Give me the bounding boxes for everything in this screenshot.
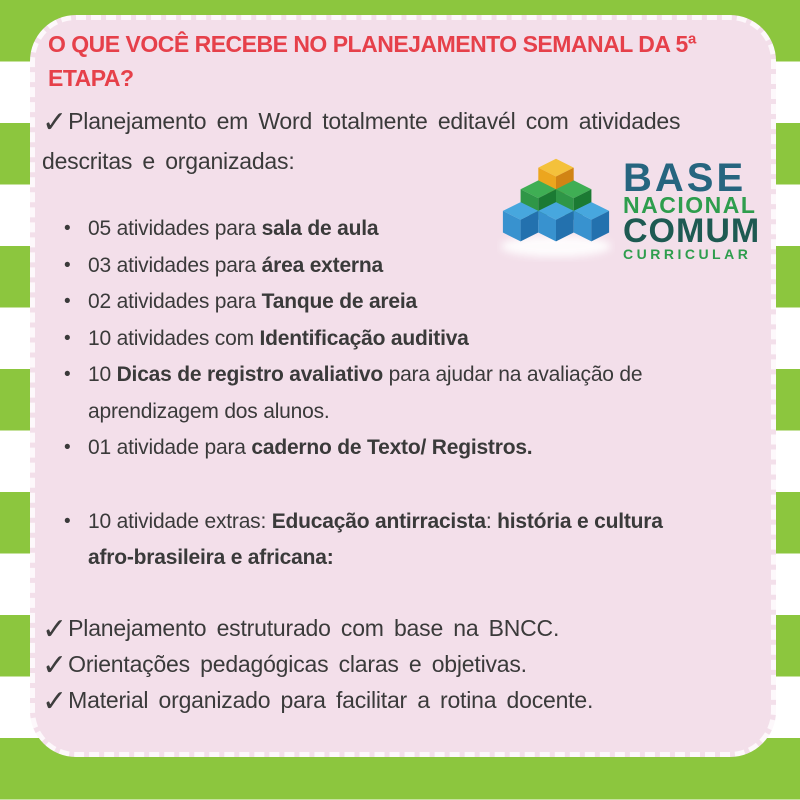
bullet-line bbox=[88, 540, 663, 577]
footer-check-text: Orientações pedagógicas claras e objetivas. bbox=[68, 651, 527, 677]
page-title-line-1: O QUE VOCÊ RECEBE NO PLANEJAMENTO SEMANAL DA 5ª bbox=[48, 31, 696, 57]
bullet-text: 01 atividade para bbox=[88, 436, 252, 459]
bncc-logo-comum: COMUM bbox=[623, 212, 761, 250]
bullet-line bbox=[64, 357, 663, 394]
bullet-text-bold: Educação antirracista bbox=[271, 509, 486, 533]
footer-check-text: Planejamento estruturado com base na BNCC. bbox=[68, 615, 560, 641]
bullet-dot-icon: • bbox=[64, 327, 71, 349]
bullet-text-bold: história e cultura bbox=[497, 509, 663, 533]
check-icon: ✓ bbox=[42, 613, 68, 646]
bullet-text: 05 atividades para bbox=[88, 217, 262, 240]
bullet-line bbox=[64, 211, 663, 248]
bullet-line bbox=[64, 321, 663, 358]
bullet-text-bold: sala de aula bbox=[261, 217, 379, 240]
intro-line-1-text: Planejamento em Word totalmente editavél com atividades bbox=[68, 108, 681, 134]
activities-bullet-list bbox=[64, 211, 663, 577]
check-icon: ✓ bbox=[42, 106, 68, 139]
bncc-logo-curricular: CURRICULAR bbox=[623, 246, 752, 262]
bullet-text-bold: caderno de Texto/ Registros. bbox=[251, 436, 533, 459]
footer-check-item bbox=[42, 683, 593, 719]
bullet-line bbox=[88, 394, 663, 431]
bullet-line bbox=[64, 284, 663, 321]
bullet-text: 10 atividade extras: bbox=[88, 509, 272, 533]
bullet-dot-icon: • bbox=[64, 291, 71, 312]
bullet-text-bold: Identificação auditiva bbox=[259, 326, 469, 350]
footer-check-text: Material organizado para facilitar a rotina docente. bbox=[68, 687, 594, 713]
bullet-line bbox=[64, 504, 663, 541]
bullet-text-bold: afro-brasileira e africana: bbox=[88, 546, 334, 569]
check-icon: ✓ bbox=[42, 685, 68, 718]
footer-check-item bbox=[42, 647, 593, 683]
intro-line-1 bbox=[42, 102, 680, 142]
bullet-text: : bbox=[485, 509, 498, 533]
footer-check-list bbox=[42, 611, 593, 719]
bullet-text: 03 atividades para bbox=[88, 253, 262, 277]
flyer-card bbox=[30, 15, 776, 757]
bullet-line bbox=[64, 248, 663, 285]
bullet-text: para ajudar na avaliação de bbox=[382, 363, 643, 386]
bullet-text: 02 atividades para bbox=[88, 290, 262, 313]
bullet-dot-icon: • bbox=[64, 437, 71, 458]
page-title-line-2: ETAPA? bbox=[48, 65, 134, 91]
bullet-text-bold: Tanque de areia bbox=[261, 290, 417, 313]
check-icon: ✓ bbox=[42, 649, 68, 682]
bullet-dot-icon: • bbox=[64, 364, 71, 385]
bncc-logo-nacional: NACIONAL bbox=[623, 192, 757, 218]
bullet-text: 10 bbox=[88, 363, 117, 386]
bullet-dot-icon: • bbox=[64, 254, 71, 276]
intro-line-2: descritas e organizadas: bbox=[42, 148, 295, 174]
bullet-text: aprendizagem dos alunos. bbox=[88, 399, 330, 423]
bullet-line bbox=[64, 430, 663, 467]
bullet-text-bold: Dicas de registro avaliativo bbox=[116, 363, 383, 386]
bncc-logo-base: BASE bbox=[623, 156, 747, 200]
bullet-dot-icon: • bbox=[64, 510, 71, 532]
footer-check-item bbox=[42, 611, 593, 647]
bullet-text: 10 atividades com bbox=[88, 326, 260, 350]
bullet-dot-icon: • bbox=[64, 218, 71, 239]
bullet-text-bold: área externa bbox=[261, 253, 384, 277]
page-title bbox=[48, 27, 696, 95]
